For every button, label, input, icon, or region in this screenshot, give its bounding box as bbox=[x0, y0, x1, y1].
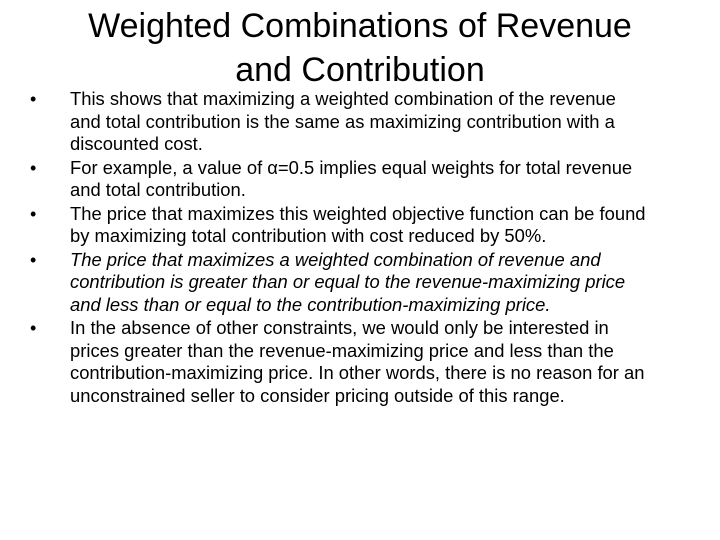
bullet-2-line-2: and total contribution. bbox=[70, 179, 246, 200]
slide-title bbox=[0, 4, 720, 92]
bullet-2-line-1: For example, a value of α=0.5 implies equal weights for total revenue bbox=[70, 156, 633, 178]
bullet-list bbox=[30, 88, 716, 408]
bullet-3-line-1: The price that maximizes this weighted objective function can be found bbox=[70, 202, 646, 224]
bullet-4-line-1: The price that maximizes a weighted combination of revenue and bbox=[70, 248, 601, 270]
bullet-5-line-2: prices greater than the revenue-maximizing price and less than the bbox=[70, 339, 614, 361]
bullet-item-1 bbox=[30, 88, 716, 156]
bullet-5-line-3: contribution-maximizing price. In other words, there is no reason for an bbox=[70, 362, 645, 383]
bullet-4-line-3: and less than or equal to the contribution-maximizing price. bbox=[70, 293, 551, 315]
bullet-1-line-3: discounted cost. bbox=[70, 133, 203, 154]
bullet-marker: • bbox=[30, 89, 37, 109]
bullet-5-line-1: In the absence of other constraints, we would only be interested in bbox=[70, 317, 609, 338]
slide-title-line-1: Weighted Combinations of Revenue bbox=[88, 7, 632, 45]
bullet-item-4 bbox=[30, 249, 716, 317]
bullet-1-line-1: This shows that maximizing a weighted combination of the revenue bbox=[70, 88, 616, 109]
bullet-marker: • bbox=[30, 157, 37, 178]
bullet-4-line-2: contribution is greater than or equal to the revenue-maximizing price bbox=[70, 271, 626, 292]
slide-title-line-2: and Contribution bbox=[235, 51, 485, 89]
bullet-1-line-2: and total contribution is the same as maximizing contribution with a bbox=[70, 110, 615, 132]
bullet-3-line-2: by maximizing total contribution with cost reduced by 50%. bbox=[70, 225, 547, 246]
bullet-item-5 bbox=[30, 317, 716, 407]
bullet-marker: • bbox=[30, 318, 37, 338]
bullet-marker: • bbox=[30, 249, 37, 270]
bullet-item-2 bbox=[30, 157, 716, 202]
bullet-5-line-4: unconstrained seller to consider pricing outside of this range. bbox=[70, 384, 565, 406]
bullet-item-3 bbox=[30, 203, 716, 248]
bullet-marker: • bbox=[30, 203, 37, 224]
